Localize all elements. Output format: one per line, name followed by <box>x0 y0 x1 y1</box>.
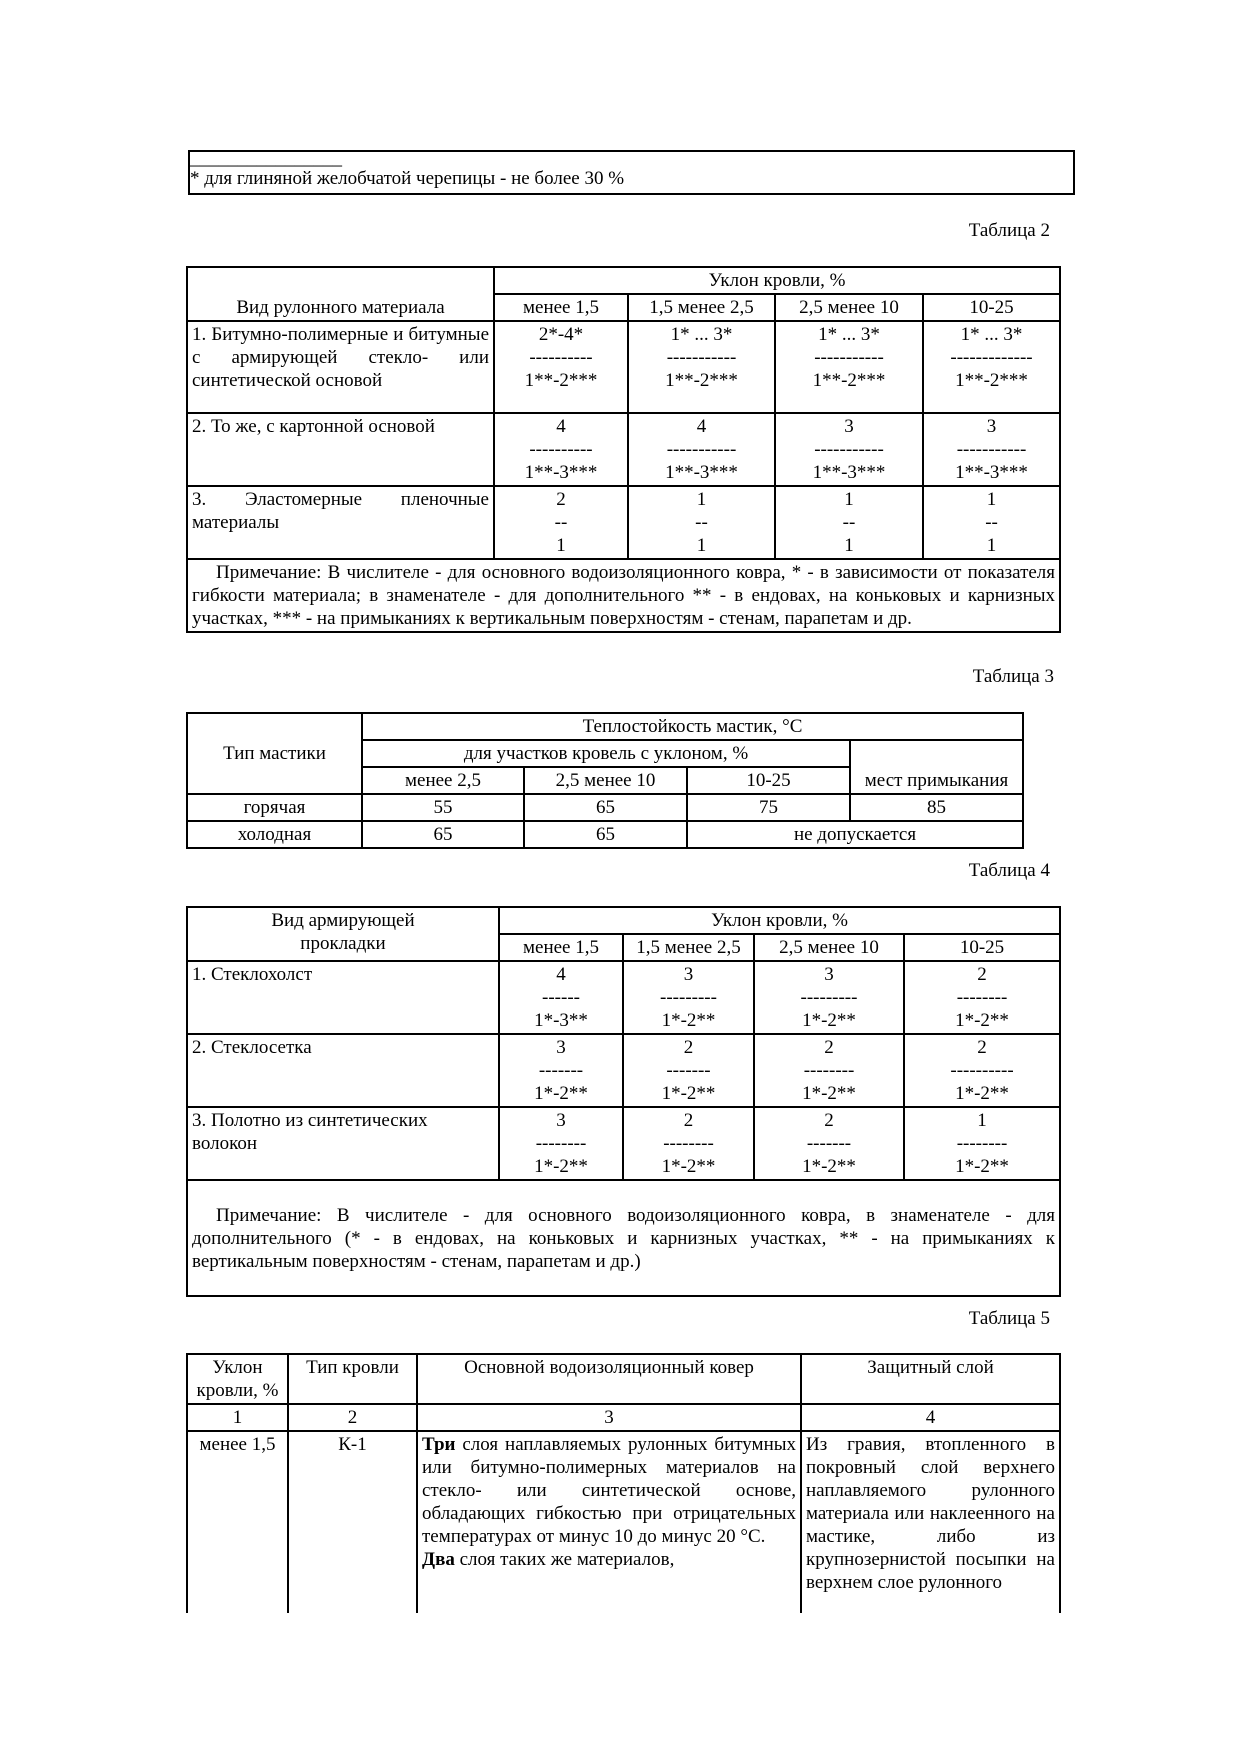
table3-caption: Таблица 3 <box>972 666 1054 687</box>
table3-cell: 65 <box>524 821 687 848</box>
emphasis: Два <box>422 1549 455 1570</box>
table2-cell <box>923 321 1060 413</box>
table2-row-name: 1. Битумно-полимерные и битумные с армирующей стекло- или синтетической основой <box>187 321 494 413</box>
table5-cell-protect: Из гравия, втопленного в покровный слой верхнего наплавляемого рулонного материала или наклеенного на мастике, либо из крупнозернистой посыпки на верхнем слое рулонного <box>801 1431 1060 1613</box>
fraction-bar: -------- <box>535 1133 587 1154</box>
fraction-bar: --------- <box>800 987 858 1008</box>
table5-header-type: Тип кровли <box>288 1354 417 1404</box>
table3-cell-merged: не допускается <box>687 821 1023 848</box>
table3-row-name: холодная <box>187 821 362 848</box>
table4-cell <box>754 1107 904 1180</box>
footnote-rule: ________________ <box>190 148 342 169</box>
denominator: 1 <box>986 535 997 556</box>
numerator: 2 <box>824 1037 834 1058</box>
denominator: 1*-2** <box>955 1010 1009 1031</box>
carpet-text: слоя таких же материалов, <box>454 1549 675 1570</box>
fraction-bar: ------------- <box>950 347 1033 368</box>
table2-header-material: Вид рулонного материала <box>187 267 494 321</box>
table4-header-slope: Уклон кровли, % <box>499 907 1060 934</box>
numerator: 3 <box>556 1037 566 1058</box>
numerator: 2 <box>683 1037 694 1058</box>
denominator: 1**-2*** <box>955 370 1028 391</box>
numerator: 3 <box>556 1110 566 1131</box>
fraction-bar: --------- <box>660 987 717 1008</box>
table4-cell <box>904 961 1060 1034</box>
denominator: 1 <box>556 535 566 556</box>
fraction-bar: ----------- <box>666 347 737 368</box>
denominator: 1*-2** <box>661 1083 716 1104</box>
table5-header-protect: Защитный слой <box>801 1354 1060 1404</box>
numerator: 2 <box>683 1110 694 1131</box>
table3-header-junction: мест примыкания <box>850 740 1023 794</box>
numerator: 1 <box>977 1110 987 1131</box>
table4-cell <box>754 1034 904 1107</box>
denominator: 1**-2*** <box>665 370 738 391</box>
carpet-text: слоя наплавляемых рулонных битумных или битумно-полимерных материалов на стекло- или синтетической основе, обладающих гибкостью при отрицательных температурах от минус 10 до минус 20 °С. <box>422 1434 796 1547</box>
table4-row-name: 2. Стеклосетка <box>187 1034 499 1107</box>
table4-cell <box>754 961 904 1034</box>
denominator: 1*-2** <box>534 1083 588 1104</box>
table3-row-name: горячая <box>187 794 362 821</box>
numerator: 1 <box>844 489 854 510</box>
table5 <box>186 1353 1061 1613</box>
table2-row-name: 2. То же, с картонной основой <box>187 413 494 486</box>
table5-col-number: 2 <box>288 1404 417 1431</box>
denominator: 1*-2** <box>661 1156 716 1177</box>
fraction-bar: -------- <box>956 1133 1008 1154</box>
fraction-bar: -------- <box>803 1060 855 1081</box>
fraction-bar: -- <box>554 512 568 533</box>
table5-caption: Таблица 5 <box>968 1308 1050 1329</box>
numerator: 4 <box>556 416 566 437</box>
table3-cell: 65 <box>362 821 524 848</box>
table2-cell <box>628 321 775 413</box>
numerator: 4 <box>556 964 566 985</box>
numerator: 3 <box>986 416 997 437</box>
table4-cell <box>623 1107 754 1180</box>
numerator: 2*-4* <box>538 324 584 345</box>
table2-col-header: 2,5 менее 10 <box>775 294 923 321</box>
denominator: 1*-3** <box>534 1010 588 1031</box>
fraction-bar: ------- <box>806 1133 852 1154</box>
table3-header-heat: Теплостойкость мастик, °С <box>362 713 1023 740</box>
table4-cell <box>499 1107 623 1180</box>
table2-col-header: менее 1,5 <box>494 294 628 321</box>
table2-cell <box>775 486 923 559</box>
denominator: 1**-2*** <box>524 370 598 391</box>
denominator: 1*-2** <box>802 1010 856 1031</box>
table5-cell-type: К-1 <box>288 1431 417 1613</box>
denominator: 1*-2** <box>802 1156 856 1177</box>
emphasis: Три <box>422 1434 456 1455</box>
denominator: 1*-2** <box>802 1083 856 1104</box>
table3-col-header: менее 2,5 <box>362 767 524 794</box>
denominator: 1 <box>696 535 707 556</box>
denominator: 1*-2** <box>955 1083 1009 1104</box>
table3-cell: 75 <box>687 794 850 821</box>
denominator: 1**-2*** <box>812 370 886 391</box>
numerator: 1 <box>696 489 707 510</box>
table2-cell <box>494 413 628 486</box>
numerator: 2 <box>556 489 566 510</box>
numerator: 1 <box>986 489 997 510</box>
table3-cell: 55 <box>362 794 524 821</box>
fraction-bar: ----------- <box>956 439 1027 460</box>
numerator: 3 <box>683 964 694 985</box>
table2 <box>186 266 1061 633</box>
table4-caption: Таблица 4 <box>968 860 1050 881</box>
table4-cell <box>499 961 623 1034</box>
numerator: 3 <box>824 964 834 985</box>
table2-note: Примечание: В числителе - для основного водоизоляционного ковра, * - в зависимости от показателя гибкости материала; в знаменателе - для дополнительного ** - в ендовах, на коньковых и карнизных участках, *** - на примыканиях к вертикальным поверхностям - стенам, парапетам и др. <box>187 559 1060 632</box>
fraction-bar: -- <box>985 512 998 533</box>
denominator: 1*-2** <box>661 1010 716 1031</box>
footnote-box <box>188 150 1075 195</box>
table3-header-type: Тип мастики <box>187 713 362 794</box>
table5-col-number: 3 <box>417 1404 801 1431</box>
table2-col-header: 1,5 менее 2,5 <box>628 294 775 321</box>
table5-col-number: 4 <box>801 1404 1060 1431</box>
fraction-bar: ----------- <box>814 347 884 368</box>
table2-cell <box>923 413 1060 486</box>
denominator: 1**-3*** <box>812 462 886 483</box>
numerator: 1* ... 3* <box>670 324 733 345</box>
fraction-bar: ------ <box>542 987 580 1008</box>
denominator: 1**-3*** <box>665 462 738 483</box>
table5-clip <box>186 1353 1066 1613</box>
table2-cell <box>775 321 923 413</box>
table5-header-carpet: Основной водоизоляционный ковер <box>417 1354 801 1404</box>
table2-cell <box>775 413 923 486</box>
table4-cell <box>623 1034 754 1107</box>
fraction-bar: ---------- <box>950 1060 1014 1081</box>
table4-note: Примечание: В числителе - для основного водоизоляционного ковра, в знаменателе - для дополнительного (* - в ендовах, на коньковых и карнизных участках, ** - на примыканиях к вертикальным поверхностям - стенам, парапетам и др.) <box>187 1180 1060 1296</box>
denominator: 1 <box>844 535 854 556</box>
table4-col-header: 2,5 менее 10 <box>754 934 904 961</box>
fraction-bar: ----------- <box>666 439 737 460</box>
table2-cell <box>923 486 1060 559</box>
table4 <box>186 906 1061 1297</box>
table2-col-header: 10-25 <box>923 294 1060 321</box>
denominator: 1**-3*** <box>955 462 1028 483</box>
footnote-text: * для глиняной желобчатой черепицы - не более 30 % <box>190 168 625 189</box>
table3-col-header: 10-25 <box>687 767 850 794</box>
table4-header-type: Вид армирующей прокладки <box>187 907 499 961</box>
table4-col-header: 10-25 <box>904 934 1060 961</box>
table4-cell <box>499 1034 623 1107</box>
denominator: 1**-3*** <box>524 462 598 483</box>
table2-caption: Таблица 2 <box>968 220 1050 241</box>
numerator: 2 <box>977 964 987 985</box>
table5-header-slope: Уклон кровли, % <box>187 1354 288 1404</box>
numerator: 2 <box>824 1110 834 1131</box>
table4-row-name: 3. Полотно из синтетических волокон <box>187 1107 499 1180</box>
table3-header-slope: для участков кровель с уклоном, % <box>362 740 850 767</box>
table2-row-name: 3. Эластомерные пленочные материалы <box>187 486 494 559</box>
table4-col-header: 1,5 менее 2,5 <box>623 934 754 961</box>
table2-cell <box>494 321 628 413</box>
table5-col-number: 1 <box>187 1404 288 1431</box>
table4-row-name: 1. Стеклохолст <box>187 961 499 1034</box>
table3-cell: 65 <box>524 794 687 821</box>
table2-cell <box>628 486 775 559</box>
fraction-bar: ------- <box>538 1060 584 1081</box>
table3 <box>186 712 1024 849</box>
table3-col-header: 2,5 менее 10 <box>524 767 687 794</box>
numerator: 1* ... 3* <box>818 324 880 345</box>
numerator: 1* ... 3* <box>960 324 1023 345</box>
table2-cell <box>628 413 775 486</box>
table5-cell-carpet <box>417 1431 801 1613</box>
numerator: 3 <box>844 416 854 437</box>
table4-cell <box>904 1107 1060 1180</box>
table5-cell-slope: менее 1,5 <box>187 1431 288 1613</box>
fraction-bar: -------- <box>663 1133 714 1154</box>
fraction-bar: ---------- <box>529 439 593 460</box>
fraction-bar: -- <box>842 512 856 533</box>
fraction-bar: ------- <box>666 1060 711 1081</box>
table2-header-slope: Уклон кровли, % <box>494 267 1060 294</box>
fraction-bar: ---------- <box>529 347 593 368</box>
numerator: 4 <box>696 416 707 437</box>
table2-cell <box>494 486 628 559</box>
table4-cell <box>904 1034 1060 1107</box>
denominator: 1*-2** <box>534 1156 588 1177</box>
fraction-bar: ----------- <box>814 439 884 460</box>
denominator: 1*-2** <box>955 1156 1009 1177</box>
fraction-bar: -------- <box>956 987 1008 1008</box>
numerator: 2 <box>977 1037 987 1058</box>
table4-col-header: менее 1,5 <box>499 934 623 961</box>
fraction-bar: -- <box>695 512 708 533</box>
table3-cell: 85 <box>850 794 1023 821</box>
table4-cell <box>623 961 754 1034</box>
